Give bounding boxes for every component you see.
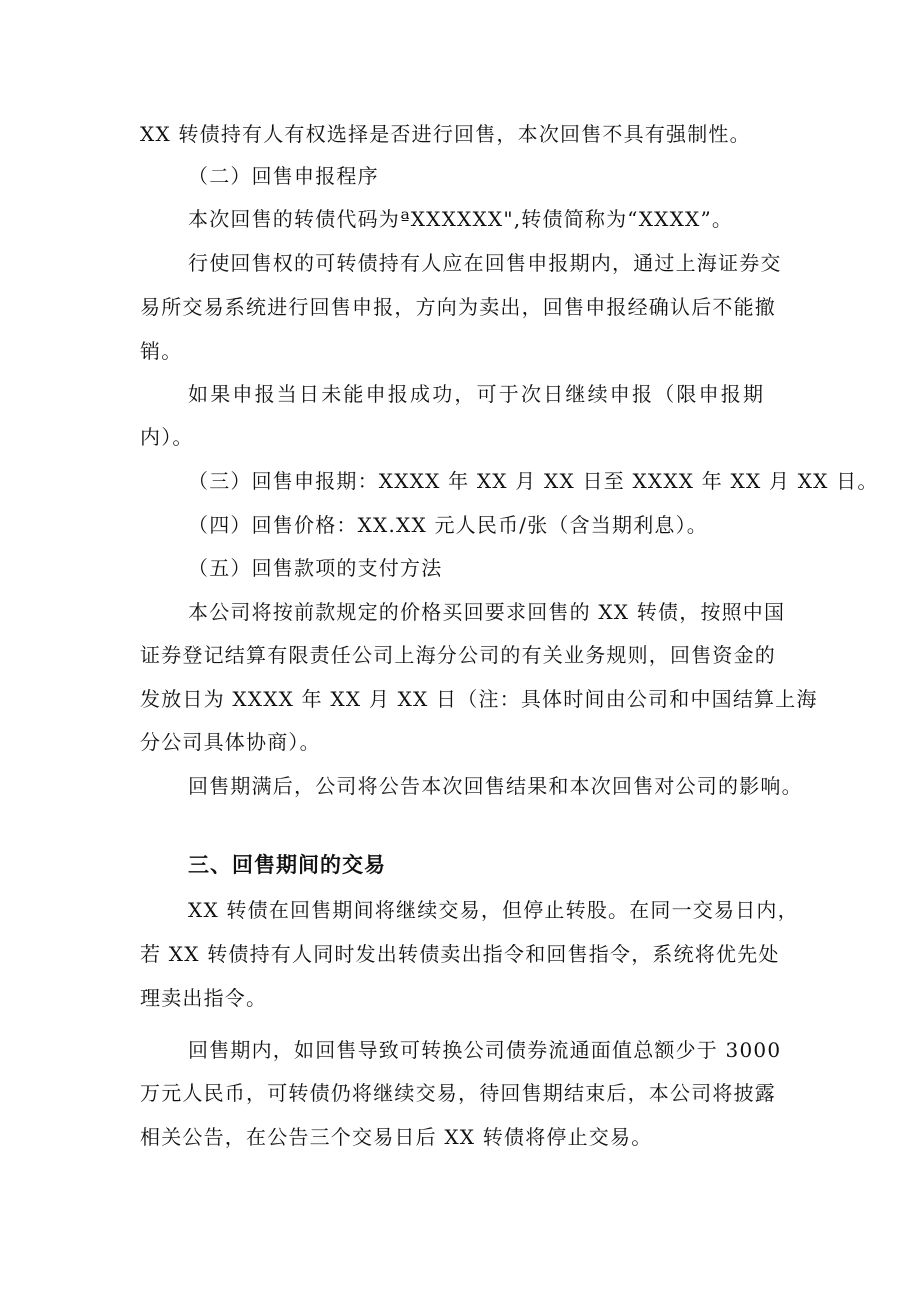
paragraph-line: 回售期内，如回售导致可转换公司债券流通面值总额少于 3000	[188, 1038, 782, 1062]
paragraph-line: 行使回售权的可转债持有人应在回售申报期内，通过上海证券交	[188, 251, 782, 275]
paragraph-line: 发放日为 XXXX 年 XX 月 XX 日（注：具体时间由公司和中国结算上海	[140, 687, 818, 711]
paragraph-line: 本公司将按前款规定的价格买回要求回售的 XX 转债，按照中国	[188, 600, 786, 624]
paragraph-line: 回售期满后，公司将公告本次回售结果和本次回售对公司的影响。	[188, 774, 803, 798]
paragraph-line: XX 转债持有人有权选择是否进行回售，本次回售不具有强制性。	[140, 122, 751, 146]
subsection-title: （四）回售价格：XX.XX 元人民币/张（含当期利息）。	[188, 513, 709, 537]
paragraph-line: 销。	[140, 339, 183, 363]
subsection-title: （三）回售申报期：XXXX 年 XX 月 XX 日至 XXXX 年 XX 月 XX 日。	[188, 469, 879, 493]
paragraph-line: 若 XX 转债持有人同时发出转债卖出指令和回售指令，系统将优先处	[140, 942, 780, 966]
paragraph-line: XX 转债在回售期间将继续交易，但停止转股。在同一交易日内，	[188, 898, 799, 922]
paragraph-line: 如果申报当日未能申报成功，可于次日继续申报（限申报期	[188, 382, 766, 406]
paragraph-line: 相关公告，在公告三个交易日后 XX 转债将停止交易。	[140, 1125, 653, 1149]
paragraph-line: 易所交易系统进行回售申报，方向为卖出，回售申报经确认后不能撤	[140, 295, 776, 319]
paragraph-line: 万元人民币，可转债仍将继续交易，待回售期结束后，本公司将披露	[140, 1081, 776, 1105]
paragraph-line: 本次回售的转债代码为ªXXXXXX",转债简称为“XXXX”。	[188, 207, 734, 231]
paragraph-line: 理卖出指令。	[140, 986, 268, 1010]
paragraph-line: 证券登记结算有限责任公司上海分公司的有关业务规则，回售资金的	[140, 643, 776, 667]
paragraph-line: 内）。	[140, 425, 194, 449]
paragraph-line: 分公司具体协商）。	[140, 730, 321, 754]
subsection-title: （二）回售申报程序	[188, 164, 379, 188]
subsection-title: （五）回售款项的支付方法	[188, 556, 443, 580]
section-heading: 三、回售期间的交易	[188, 853, 386, 877]
